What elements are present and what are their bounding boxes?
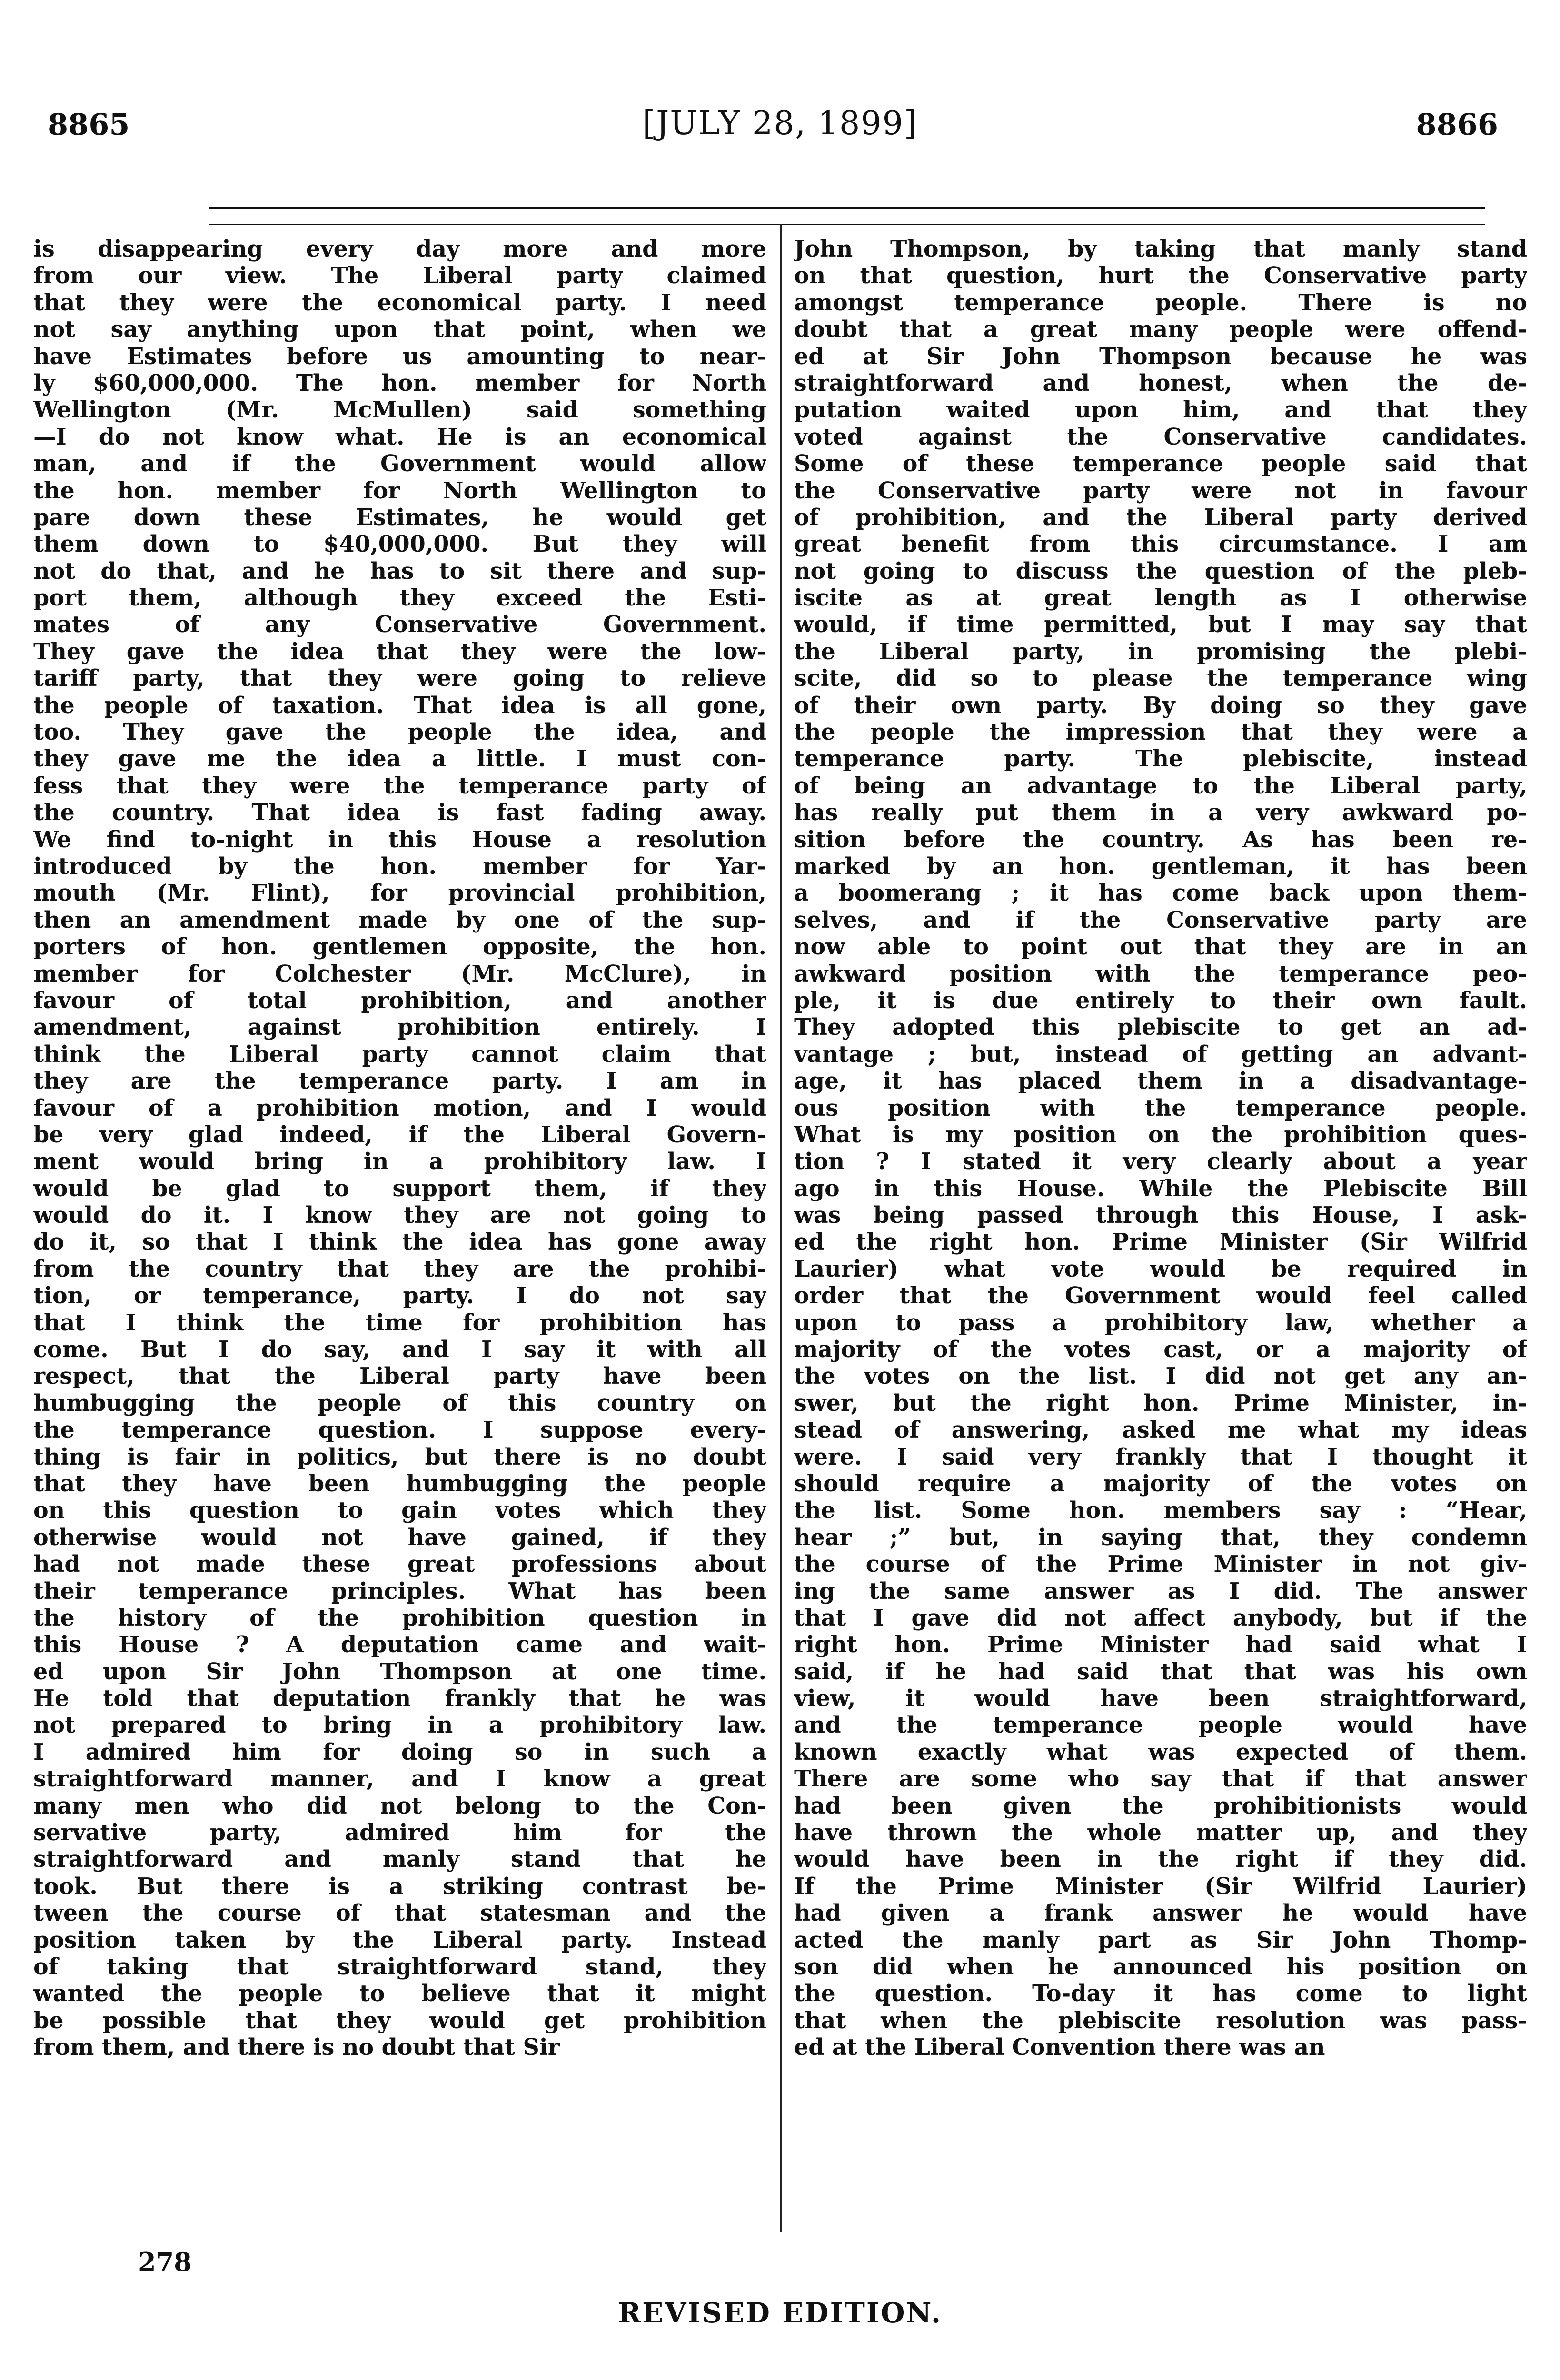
- text-line: fess that they were the temperance party of: [33, 772, 766, 799]
- text-line: the Liberal party, in promising the plebi-: [794, 638, 1527, 665]
- text-line: porters of hon. gentlemen opposite, the hon.: [33, 933, 766, 961]
- text-line: tariff party, that they were going to relieve: [33, 665, 766, 692]
- right-column: [794, 236, 1527, 2061]
- text-line: We find to-night in this House a resolution: [33, 826, 766, 853]
- text-line: that I gave did not affect anybody, but if the: [794, 1604, 1527, 1631]
- text-line: the temperance question. I suppose every-: [33, 1417, 766, 1444]
- text-line: had been given the prohibitionists would: [794, 1792, 1527, 1819]
- text-line: not going to discuss the question of the pleb-: [794, 557, 1527, 585]
- text-line: that I think the time for prohibition has: [33, 1309, 766, 1336]
- text-line: be very glad indeed, if the Liberal Govern-: [33, 1121, 766, 1148]
- text-line: on this question to gain votes which they: [33, 1497, 766, 1524]
- text-line: pare down these Estimates, he would get: [33, 504, 766, 531]
- text-line: sition before the country. As has been re-: [794, 826, 1527, 853]
- text-line: scite, did so to please the temperance wing: [794, 665, 1527, 692]
- page-number-left: 8865: [48, 107, 130, 142]
- page-date: [JULY 28, 1899]: [642, 105, 918, 142]
- text-line: straightforward and manly stand that he: [33, 1846, 766, 1873]
- text-line: on that question, hurt the Conservative party: [794, 262, 1527, 289]
- text-line: has really put them in a very awkward po-: [794, 799, 1527, 826]
- text-line: ment would bring in a prohibitory law. I: [33, 1148, 766, 1175]
- text-line: had given a frank answer he would have: [794, 1900, 1527, 1927]
- text-line: would be glad to support them, if they: [33, 1175, 766, 1202]
- left-column: [33, 236, 766, 2061]
- text-line: ple, it is due entirely to their own fault.: [794, 987, 1527, 1014]
- signature-mark: 278: [138, 2247, 192, 2277]
- text-line: have Estimates before us amounting to near-: [33, 343, 766, 370]
- text-line: they gave me the idea a little. I must con-: [33, 745, 766, 773]
- text-line: were. I said very frankly that I thought it: [794, 1443, 1527, 1470]
- text-line: member for Colchester (Mr. McClure), in: [33, 960, 766, 987]
- text-line: should require a majority of the votes on: [794, 1470, 1527, 1497]
- text-line: the people of taxation. That idea is all gone,: [33, 692, 766, 719]
- text-line: son did when he announced his position on: [794, 1954, 1527, 1980]
- text-line: now able to point out that they are in an: [794, 933, 1527, 961]
- text-line: the course of the Prime Minister in not giv-: [794, 1551, 1527, 1578]
- header-rule-top: [209, 207, 1485, 209]
- text-line: ed at Sir John Thompson because he was: [794, 343, 1527, 370]
- text-line: the list. Some hon. members say : “Hear,: [794, 1497, 1527, 1524]
- text-line: He told that deputation frankly that he was: [33, 1685, 766, 1712]
- text-line: the hon. member for North Wellington to: [33, 477, 766, 504]
- text-line: not prepared to bring in a prohibitory law.: [33, 1712, 766, 1739]
- text-line: that when the plebiscite resolution was pass-: [794, 2007, 1527, 2034]
- text-line: that they were the economical party. I need: [33, 289, 766, 316]
- text-line: many men who did not belong to the Con-: [33, 1792, 766, 1819]
- text-line: the question. To-day it has come to light: [794, 1980, 1527, 2007]
- text-line: view, it would have been straightforward,: [794, 1685, 1527, 1712]
- text-line: What is my position on the prohibition ques-: [794, 1121, 1527, 1148]
- text-line: John Thompson, by taking that manly stand: [794, 236, 1527, 262]
- text-line: There are some who say that if that answer: [794, 1765, 1527, 1793]
- text-line: stead of answering, asked me what my ideas: [794, 1417, 1527, 1444]
- text-line: swer, but the right hon. Prime Minister, in-: [794, 1389, 1527, 1417]
- text-line: I admired him for doing so in such a: [33, 1738, 766, 1765]
- text-line: straightforward manner, and I know a great: [33, 1765, 766, 1793]
- text-line: marked by an hon. gentleman, it has been: [794, 853, 1527, 880]
- text-line: from our view. The Liberal party claimed: [33, 262, 766, 289]
- text-line: then an amendment made by one of the sup-: [33, 906, 766, 933]
- text-line: ing the same answer as I did. The answer: [794, 1577, 1527, 1605]
- text-line: come. But I do say, and I say it with all: [33, 1336, 766, 1363]
- text-line: doubt that a great many people were offend-: [794, 316, 1527, 343]
- text-line: They gave the idea that they were the low-: [33, 638, 766, 665]
- text-line: They adopted this plebiscite to get an ad-: [794, 1014, 1527, 1041]
- text-line: hear ;” but, in saying that, they condemn: [794, 1524, 1527, 1551]
- text-line: amongst temperance people. There is no: [794, 289, 1527, 316]
- text-line: favour of a prohibition motion, and I would: [33, 1094, 766, 1121]
- text-line: vantage ; but, instead of getting an advant-: [794, 1041, 1527, 1068]
- text-line: tion, or temperance, party. I do not say: [33, 1282, 766, 1309]
- text-line: otherwise would not have gained, if they: [33, 1524, 766, 1551]
- text-line: this House ? A deputation came and wait-: [33, 1631, 766, 1658]
- text-line: do it, so that I think the idea has gone away: [33, 1229, 766, 1256]
- text-line: order that the Government would feel called: [794, 1282, 1527, 1309]
- text-line: humbugging the people of this country on: [33, 1389, 766, 1417]
- text-line: amendment, against prohibition entirely. I: [33, 1014, 766, 1041]
- text-line: right hon. Prime Minister had said what I: [794, 1631, 1527, 1658]
- text-line: ed the right hon. Prime Minister (Sir Wilfrid: [794, 1229, 1527, 1256]
- text-line: mates of any Conservative Government.: [33, 611, 766, 638]
- column-divider: [780, 224, 782, 2232]
- text-line: a boomerang ; it has come back upon them-: [794, 880, 1527, 907]
- text-line: wanted the people to believe that it might: [33, 1980, 766, 2007]
- text-line: position taken by the Liberal party. Instead: [33, 1926, 766, 1954]
- text-line: too. They gave the people the idea, and: [33, 719, 766, 746]
- text-line: voted against the Conservative candidates.: [794, 423, 1527, 450]
- text-line: temperance party. The plebiscite, instead: [794, 745, 1527, 773]
- text-line: acted the manly part as Sir John Thomp-: [794, 1926, 1527, 1954]
- text-line: great benefit from this circumstance. I am: [794, 531, 1527, 558]
- text-line: introduced by the hon. member for Yar-: [33, 853, 766, 880]
- text-line: ly $60,000,000. The hon. member for North: [33, 369, 766, 397]
- text-line: iscite as at great length as I otherwise: [794, 585, 1527, 612]
- text-line: Some of these temperance people said that: [794, 450, 1527, 477]
- text-line: Wellington (Mr. McMullen) said something: [33, 397, 766, 424]
- text-line: thing is fair in politics, but there is no doubt: [33, 1443, 766, 1470]
- text-line: the country. That idea is fast fading away.: [33, 799, 766, 826]
- text-line: of their own party. By doing so they gave: [794, 692, 1527, 719]
- text-line: from them, and there is no doubt that Sir: [33, 2034, 560, 2061]
- edition-label: REVISED EDITION.: [617, 2297, 943, 2329]
- text-line: tween the course of that statesman and the: [33, 1900, 766, 1927]
- text-line: age, it has placed them in a disadvantage-: [794, 1068, 1527, 1095]
- text-line: upon to pass a prohibitory law, whether a: [794, 1309, 1527, 1336]
- text-line: If the Prime Minister (Sir Wilfrid Laurier): [794, 1873, 1527, 1900]
- text-line: them down to $40,000,000. But they will: [33, 531, 766, 558]
- text-line: port them, although they exceed the Esti-: [33, 585, 766, 612]
- text-line: think the Liberal party cannot claim that: [33, 1041, 766, 1068]
- text-line: not do that, and he has to sit there and sup-: [33, 557, 766, 585]
- text-line: putation waited upon him, and that they: [794, 397, 1527, 424]
- text-line: tion ? I stated it very clearly about a year: [794, 1148, 1527, 1175]
- text-line: majority of the votes cast, or a majority of: [794, 1336, 1527, 1363]
- text-line: would, if time permitted, but I may say that: [794, 611, 1527, 638]
- text-line: the people the impression that they were a: [794, 719, 1527, 746]
- page-header: [0, 0, 1560, 143]
- header-rule-bottom: [209, 224, 1485, 225]
- text-line: the votes on the list. I did not get any an-: [794, 1363, 1527, 1390]
- text-line: of taking that straightforward stand, they: [33, 1954, 766, 1980]
- text-line: mouth (Mr. Flint), for provincial prohibition,: [33, 880, 766, 907]
- text-line: selves, and if the Conservative party are: [794, 906, 1527, 933]
- text-line: straightforward and honest, when the de-: [794, 369, 1527, 397]
- text-line: said, if he had said that that was his own: [794, 1658, 1527, 1685]
- text-line: ous position with the temperance people.: [794, 1094, 1527, 1121]
- text-line: have thrown the whole matter up, and they: [794, 1819, 1527, 1846]
- text-line: their temperance principles. What has been: [33, 1577, 766, 1605]
- text-line: they are the temperance party. I am in: [33, 1068, 766, 1095]
- text-line: the Conservative party were not in favour: [794, 477, 1527, 504]
- text-line: from the country that they are the prohibi-: [33, 1255, 766, 1282]
- text-line: had not made these great professions about: [33, 1551, 766, 1578]
- text-line: respect, that the Liberal party have been: [33, 1363, 766, 1390]
- text-line: awkward position with the temperance peo-: [794, 960, 1527, 987]
- text-line: servative party, admired him for the: [33, 1819, 766, 1846]
- text-line: ago in this House. While the Plebiscite Bill: [794, 1175, 1527, 1202]
- text-line: Laurier) what vote would be required in: [794, 1255, 1527, 1282]
- text-line: was being passed through this House, I ask-: [794, 1202, 1527, 1229]
- text-line: of prohibition, and the Liberal party derived: [794, 504, 1527, 531]
- text-line: favour of total prohibition, and another: [33, 987, 766, 1014]
- text-line: known exactly what was expected of them.: [794, 1738, 1527, 1765]
- text-line: of being an advantage to the Liberal party,: [794, 772, 1527, 799]
- text-line: be possible that they would get prohibition: [33, 2007, 766, 2034]
- text-line: the history of the prohibition question in: [33, 1604, 766, 1631]
- text-line: ed at the Liberal Convention there was an: [794, 2034, 1325, 2061]
- text-line: would have been in the right if they did.: [794, 1846, 1527, 1873]
- text-line: ed upon Sir John Thompson at one time.: [33, 1658, 766, 1685]
- text-line: not say anything upon that point, when we: [33, 316, 766, 343]
- text-line: would do it. I know they are not going to: [33, 1202, 766, 1229]
- text-line: man, and if the Government would allow: [33, 450, 766, 477]
- text-line: and the temperance people would have: [794, 1712, 1527, 1739]
- text-line: —I do not know what. He is an economical: [33, 423, 766, 450]
- text-line: is disappearing every day more and more: [33, 236, 766, 262]
- text-line: took. But there is a striking contrast be-: [33, 1873, 766, 1900]
- text-line: that they have been humbugging the people: [33, 1470, 766, 1497]
- page-number-right: 8866: [1416, 107, 1498, 142]
